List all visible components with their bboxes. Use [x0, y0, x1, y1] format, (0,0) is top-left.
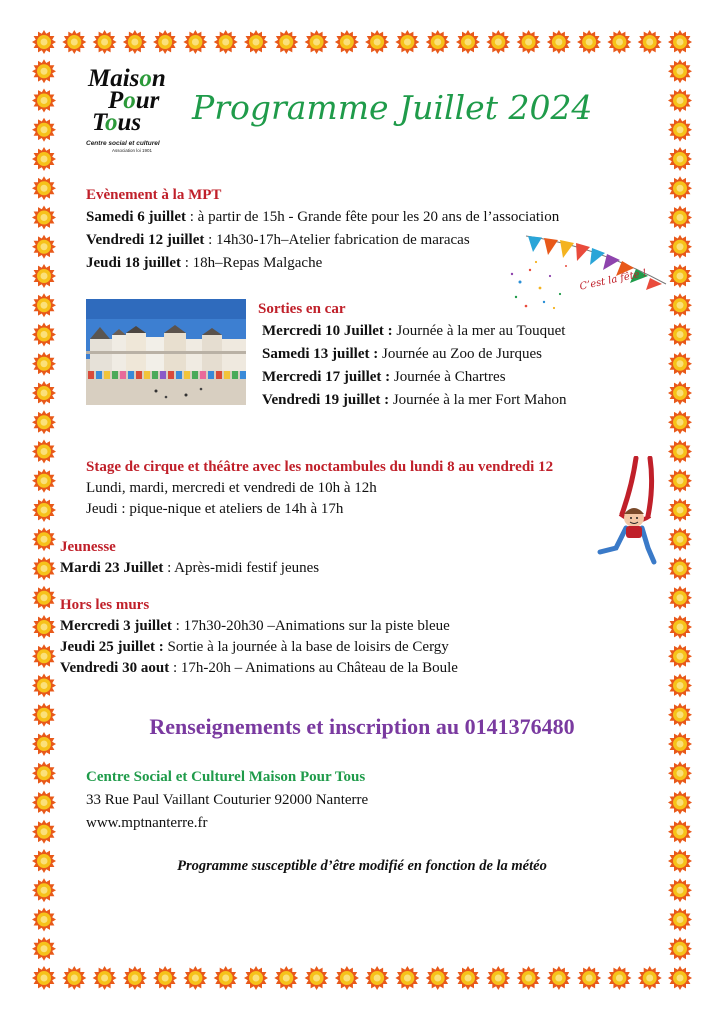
list-item: Jeudi : pique-nique et ateliers de 14h à 17h [86, 501, 344, 517]
sun-icon [32, 147, 56, 171]
list-item [86, 229, 559, 252]
logo-text: P [108, 87, 124, 114]
sun-icon [32, 30, 56, 54]
sun-icon [668, 878, 692, 902]
bunting-illustration [506, 222, 672, 314]
acrobat-illustration [596, 456, 668, 566]
sun-icon [456, 966, 480, 990]
list-item [60, 658, 458, 679]
logo-text: us [117, 109, 142, 136]
sun-icon [153, 966, 177, 990]
section-heading: Sorties en car [258, 301, 346, 317]
sun-icon [32, 761, 56, 785]
list-item [86, 206, 559, 229]
sun-icon [305, 30, 329, 54]
sun-icon [426, 966, 450, 990]
outside-section [60, 594, 458, 679]
sun-icon [32, 908, 56, 932]
sun-icon [32, 498, 56, 522]
logo-subtitle: Centre social et culturel [86, 140, 160, 147]
sun-icon [123, 966, 147, 990]
sun-icon [668, 674, 692, 698]
item-date: Jeudi 25 juillet : [60, 639, 164, 655]
sun-icon [668, 820, 692, 844]
sun-icon [668, 30, 692, 54]
sun-icon [395, 966, 419, 990]
sun-icon [32, 937, 56, 961]
logo [86, 66, 192, 156]
sun-icon [214, 966, 238, 990]
sun-icon [365, 30, 389, 54]
sun-icon [32, 586, 56, 610]
sun-icon [668, 440, 692, 464]
contact-address: 33 Rue Paul Vaillant Couturier 92000 Nanterre [86, 792, 369, 808]
sun-icon [32, 264, 56, 288]
section-heading: Stage de cirque et théâtre avec les noctambules du lundi 8 au vendredi 12 [86, 459, 554, 475]
item-date: Samedi 6 juillet [86, 209, 186, 225]
sun-icon [426, 30, 450, 54]
list-item [60, 616, 458, 637]
sun-icon [32, 878, 56, 902]
sun-icon [32, 89, 56, 113]
sun-icon [183, 30, 207, 54]
item-date: Mercredi 3 juillet [60, 618, 172, 634]
logo-o: o [104, 109, 118, 136]
sun-icon [32, 176, 56, 200]
sun-icon [32, 206, 56, 230]
list-item [86, 252, 559, 275]
sun-icon [668, 498, 692, 522]
sun-icon [668, 323, 692, 347]
sun-icon [607, 966, 631, 990]
sun-icon [668, 791, 692, 815]
item-date: Vendredi 12 juillet [86, 232, 205, 248]
sun-icon [668, 966, 692, 990]
sun-icon [668, 644, 692, 668]
section-heading: Hors les murs [60, 597, 150, 613]
sun-icon [456, 30, 480, 54]
list-item [262, 343, 542, 366]
sun-icon [32, 293, 56, 317]
sun-icon [32, 791, 56, 815]
sun-icon [32, 527, 56, 551]
info-banner: Renseignements et inscription au 0141376480 [149, 714, 575, 739]
sun-icon [32, 674, 56, 698]
sun-icon [32, 59, 56, 83]
list-item [60, 637, 458, 658]
sun-icon [32, 966, 56, 990]
event-section [86, 184, 559, 275]
sun-icon [32, 381, 56, 405]
sun-icon [32, 323, 56, 347]
item-text: Journée à la mer Fort Mahon [389, 392, 567, 408]
youth-section [60, 537, 319, 579]
sun-icon [32, 820, 56, 844]
sun-icon [93, 30, 117, 54]
sun-icon [183, 966, 207, 990]
bus-section [258, 298, 345, 320]
circus-section [86, 456, 553, 520]
item-date: Samedi 13 juillet : [262, 346, 379, 362]
sun-icon [577, 30, 601, 54]
sun-icon [486, 966, 510, 990]
sun-icon [577, 966, 601, 990]
logo-o: o [123, 87, 136, 114]
logo-text: n [151, 65, 166, 92]
sun-icon [335, 30, 359, 54]
sun-icon [244, 30, 268, 54]
sun-icon [517, 30, 541, 54]
sun-icon [214, 30, 238, 54]
beach-photo [86, 299, 246, 405]
sun-icon [32, 410, 56, 434]
contact-block [86, 766, 368, 835]
sun-icon [668, 615, 692, 639]
item-date: Mercredi 10 Juillet : [262, 323, 393, 339]
item-text: : 17h30-20h30 –Animations sur la piste bleue [171, 618, 450, 634]
sun-icon [668, 908, 692, 932]
sun-icon [32, 352, 56, 376]
sun-icon [517, 966, 541, 990]
sun-icon [668, 118, 692, 142]
sun-icon [62, 966, 86, 990]
sun-icon [32, 644, 56, 668]
item-text: : 14h30-17h–Atelier fabrication de maracas [204, 232, 470, 248]
sun-icon [93, 966, 117, 990]
sun-icon [668, 469, 692, 493]
sun-icon [32, 440, 56, 464]
section-heading: Evènement à la MPT [86, 187, 222, 203]
list-item: Lundi, mardi, mercredi et vendredi de 10h à 12h [86, 480, 377, 496]
sun-icon [668, 586, 692, 610]
page-title: Programme Juillet 2024 [192, 88, 593, 127]
list-item [262, 320, 565, 343]
confetti [511, 261, 567, 309]
item-text: Journée à Chartres [390, 369, 506, 385]
item-text: Journée au Zoo de Jurques [378, 346, 542, 362]
sun-icon [274, 966, 298, 990]
disclaimer-note: Programme susceptible d’être modifié en fonction de la météo [177, 858, 547, 874]
item-date: Jeudi 18 juillet [86, 255, 182, 271]
bunting-text: C’est la fête ! [578, 267, 648, 293]
logo-text: ur [135, 87, 160, 114]
sun-icon [668, 176, 692, 200]
list-item [262, 366, 506, 389]
list-item [262, 389, 567, 412]
sun-icon [668, 937, 692, 961]
sun-icon [668, 527, 692, 551]
sun-icon [365, 966, 389, 990]
sun-icon [486, 30, 510, 54]
sun-icon [305, 966, 329, 990]
section-heading: Jeunesse [60, 539, 116, 555]
sun-icon [335, 966, 359, 990]
sun-icon [668, 410, 692, 434]
sun-icon [668, 381, 692, 405]
sun-icon [668, 147, 692, 171]
item-date: Mercredi 17 juillet : [262, 369, 391, 385]
item-date: Vendredi 30 aout [60, 660, 170, 676]
contact-name: Centre Social et Culturel Maison Pour Tous [86, 769, 366, 785]
contact-website[interactable]: www.mptnanterre.fr [86, 815, 208, 831]
sun-icon [32, 557, 56, 581]
sun-icon [547, 966, 571, 990]
sun-icon [547, 30, 571, 54]
logo-subtitle-small: Association loi 1901 [112, 148, 153, 153]
sun-icon [668, 761, 692, 785]
item-text: Sortie à la journée à la base de loisirs de Cergy [163, 639, 449, 655]
sun-icon [395, 30, 419, 54]
logo-o: o [139, 65, 152, 92]
sun-icon [607, 30, 631, 54]
logo-text: T [92, 109, 105, 136]
sun-icon [32, 615, 56, 639]
item-date: Mardi 23 Juillet [60, 560, 164, 576]
sun-icon [153, 30, 177, 54]
sun-icon [32, 235, 56, 259]
item-text: : à partir de 15h - Grande fête pour les 20 ans de l’association [186, 209, 560, 225]
item-date: Vendredi 19 juillet : [262, 392, 390, 408]
item-text: Journée à la mer au Touquet [392, 323, 566, 339]
sun-icon [668, 89, 692, 113]
item-text: : 18h–Repas Malgache [181, 255, 323, 271]
sun-icon [668, 59, 692, 83]
sun-icon [123, 30, 147, 54]
sun-icon [32, 118, 56, 142]
sun-icon [668, 557, 692, 581]
logo-text: Mais [88, 65, 140, 92]
sun-icon [638, 966, 662, 990]
item-text: : 17h-20h – Animations au Château de la Boule [169, 660, 458, 676]
sun-icon [62, 30, 86, 54]
item-text: : Après-midi festif jeunes [163, 560, 320, 576]
list-item [60, 557, 319, 579]
sun-icon [274, 30, 298, 54]
sun-icon [638, 30, 662, 54]
sun-icon [244, 966, 268, 990]
sun-icon [32, 469, 56, 493]
sun-icon [668, 352, 692, 376]
